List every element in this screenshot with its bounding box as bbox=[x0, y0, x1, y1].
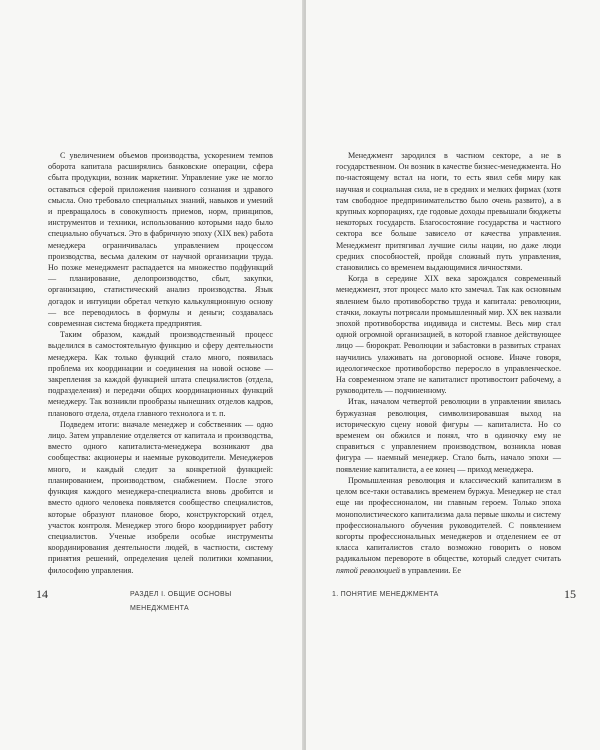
paragraph: Подведем итоги: вначале менеджер и собственник — одно лицо. Затем управление отделяется от капитала и производства, вместо одного капиталиста-менеджера возникают два сообщества: акционеры и наемные руководители. Менеджеров много, и каждый следит за конкретной функцией: планированием, производством, снабжением. После этого функция каждого менеджера-специалиста вновь дробится и вместо одного человека появляется сообщество специалистов, которые образуют плановое бюро, конструкторский отдел, участок контроля. Менеджер этого бюро координирует работу специалистов. Ученые изобрели особые инструменты координирования деятельности людей, в частности, систему принятия решений, определения целей политики компании, философию управления. bbox=[48, 419, 273, 575]
right-page bbox=[306, 0, 600, 750]
page-number: 15 bbox=[564, 587, 576, 601]
paragraph: Итак, началом четвертой революции в управлении явилась буржуазная революция, символизировавшая выход на историческую сцену новой фигуры — капиталиста. Но со временем он обжился и понял, что в одиночку ему не справиться с управлением производством, возникла новая фигура — наемный менеджер. Стало быть, начало эпохи — появление капиталиста, а ее конец — приход менеджера. bbox=[336, 397, 561, 474]
left-text-column bbox=[48, 150, 273, 576]
paragraph: Таким образом, каждый производственный процесс выделился в самостоятельную функцию и сферу деятельности менеджера. Как только функций стало много, появилась проблема их координации и соединения на новой основе — закрепления за каждой функцией штата специалистов (отдела, подразделения) и передачи общих координационных функций менеджеру. Так возникли прообразы нынешних отделов кадров, планового отдела, отдела главного технолога и т. п. bbox=[48, 330, 273, 418]
paragraph: Когда в середине XIX века зарождался современный менеджмент, этот процесс мало кто замечал. Так как основным явлением было противоборство труда и капитала: революции, стачки, локауты потрясали промышленный мир. XX век назвали эпохой противоборства индивида и системы. Весь мир стал одной огромной организацией, в которой главное действующее лицо — бюрократ. Революции и забастовки в развитых странах научились улаживать на договорной основе. Иначе говоря, идеологическое противоборство переросло в управленческое. На современном этапе не капиталист противостоит рабочему, а руководитель — подчиненному. bbox=[336, 274, 561, 396]
paragraph-tail: в управлении. Ее bbox=[399, 565, 461, 575]
left-footer bbox=[36, 587, 288, 612]
page-number: 14 bbox=[36, 587, 48, 601]
paragraph: С увеличением объемов производства, ускорением темпов оборота капитала расширялись банковские операции, сфера сбыта продукции, возник маркетинг. Управление уже не могло оставаться сферой приложения наивного сознания и здравого смысла. Оно требовало специальных знаний, навыков и умений и превращалось в совокупность приемов, норм, принципов, инструментов и техники, использованию которыми надо было специально обучаться. Это в фабричную эпоху (XIX век) работа менеджера ограничивалась управлением процессом производства, весьма далеким от научной организации труда. Но позже менеджмент распадается на множество подфункций — планирование, делопроизводство, сбыт, закупки, организацию, статистический анализ производства. Язык догадок и интуиции обретал четкую калькуляционную основу — все переводилось в формулы и деньги; создавалась современная система бюджета предприятия. bbox=[48, 151, 273, 329]
running-head: 1. ПОНЯТИЕ МЕНЕДЖМЕНТА bbox=[332, 591, 439, 598]
right-footer bbox=[324, 587, 576, 601]
running-head: РАЗДЕЛ I. ОБЩИЕ ОСНОВЫ МЕНЕДЖМЕНТА bbox=[130, 591, 232, 612]
right-text-column bbox=[336, 150, 561, 576]
italic-emphasis: пятой революцией bbox=[336, 565, 400, 575]
paragraph bbox=[336, 475, 561, 576]
paragraph: Менеджмент зародился в частном секторе, а не в государственном. Он возник в качестве бизнес-менеджмента. Но по-настоящему встал на ноги, то есть явил себя миру как научная и социальная сила, не в средних и мелких фирмах (хотя там свободное предпринимательство было очень развито), а в крупных корпорациях, где годовые доходы превышали бюджеты некоторых государств. Благосостояние государства и частного сектора все больше зависело от качества управления. Менеджмент притягивал лучшие силы нации, но даже люди средних способностей, пройдя сложный путь управления, становились со временем выдающимися личностями. bbox=[336, 151, 561, 273]
paragraph-text: Промышленная революция и классический капитализм в целом все-таки оставались временем буржуа. Менеджер не стал еще ни профессионалом, ни главным героем. Только эпоха монополистического капитализма дала первые школы и систему профессионального обучения руководителей. С появлением когорты профессиональных менеджеров и отделением ее от класса капиталистов стало возможно говорить о новом радикальном перевороте в обществе, который следует считать bbox=[336, 475, 561, 564]
